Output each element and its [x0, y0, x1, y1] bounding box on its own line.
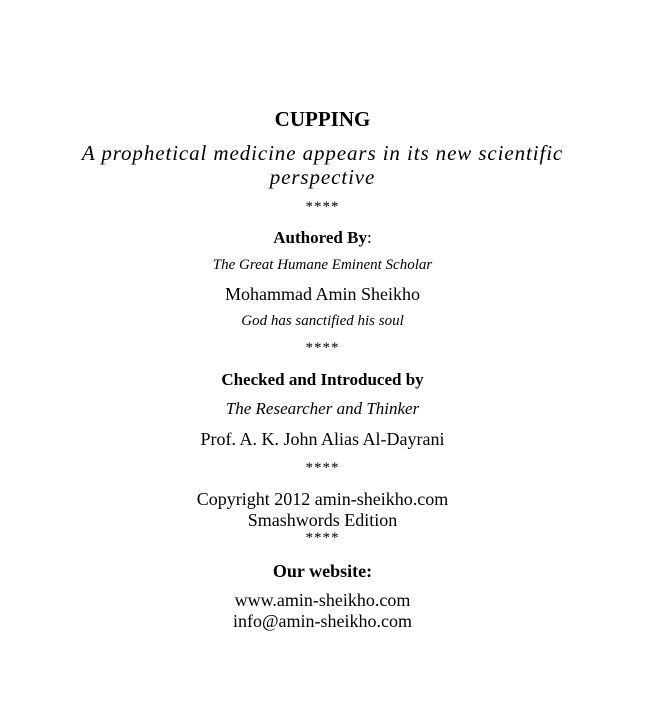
author-description: The Great Humane Eminent Scholar	[212, 257, 433, 273]
separator: ****	[305, 530, 340, 546]
book-subtitle-line-1: A prophetical medicine appears in its new scientific	[81, 141, 564, 165]
checker-description: The Researcher and Thinker	[225, 399, 420, 418]
contact-email: info@amin-sheikho.com	[232, 611, 413, 631]
authored-by-heading	[0, 229, 645, 246]
separator: ****	[305, 199, 340, 215]
separator: ****	[305, 340, 340, 356]
website-heading: Our website:	[272, 561, 373, 581]
edition-line: Smashwords Edition	[247, 510, 398, 530]
checker-name: Prof. A. K. John Alias Al-Dayrani	[200, 429, 445, 449]
website-url: www.amin-sheikho.com	[234, 590, 411, 610]
book-title: CUPPING	[274, 107, 371, 131]
separator: ****	[305, 460, 340, 476]
authored-by-label: Authored By	[273, 228, 367, 247]
book-subtitle-line-2: perspective	[269, 165, 376, 189]
author-name: Mohammad Amin Sheikho	[225, 284, 420, 304]
author-blessing: God has sanctified his soul	[241, 313, 404, 329]
checked-by-heading: Checked and Introduced by	[221, 370, 424, 389]
copyright-line: Copyright 2012 amin-sheikho.com	[196, 489, 449, 509]
authored-by-colon: :	[366, 228, 372, 247]
